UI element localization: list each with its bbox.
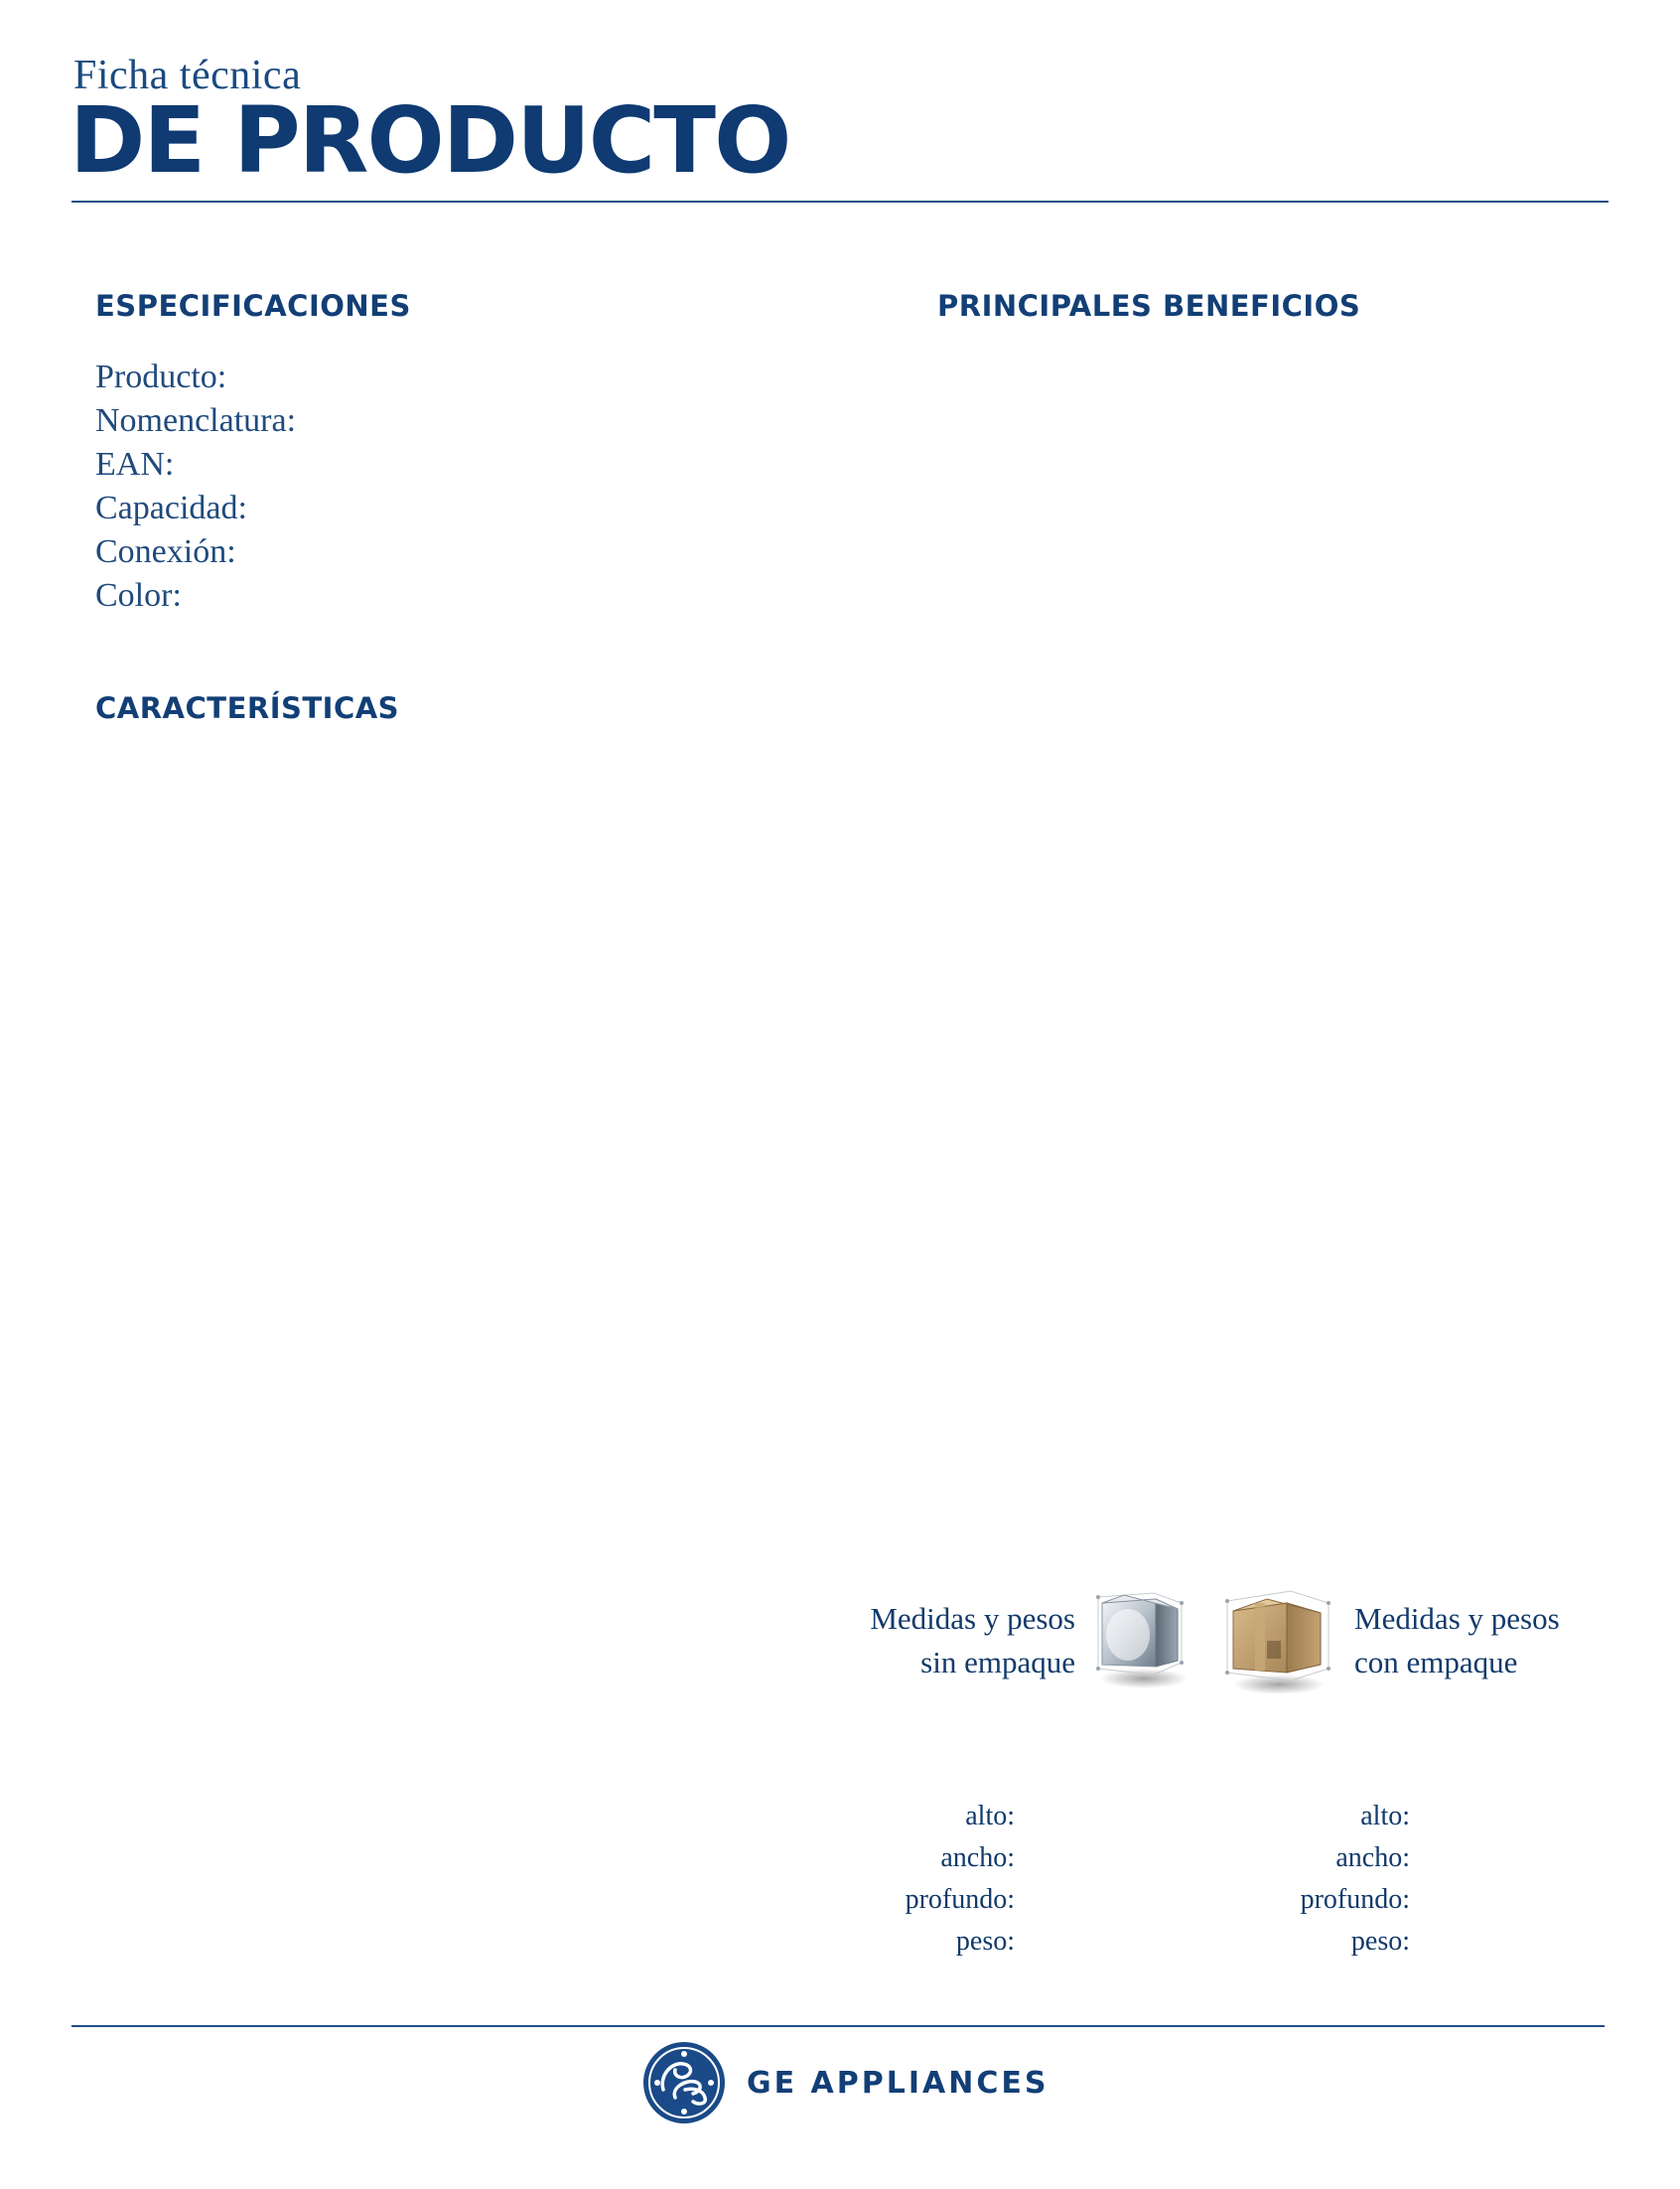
unpacked-measures-title [870, 1597, 1075, 1684]
packed-title-line2: con empaque [1354, 1645, 1518, 1679]
unpacked-depth-label: profundo: [905, 1884, 1015, 1915]
packed-weight-label: peso: [1350, 1926, 1410, 1957]
specs-heading: ESPECIFICACIONES [95, 289, 411, 323]
spec-label-nomenclature: Nomenclatura: [95, 402, 297, 439]
benefits-heading: PRINCIPALES BENEFICIOS [937, 289, 1361, 323]
unpacked-height-label: alto: [965, 1801, 1015, 1831]
spec-label-product: Producto: [95, 359, 227, 395]
spec-list [95, 356, 296, 618]
footer-divider [71, 2025, 1605, 2027]
unpacked-width-label: ancho: [940, 1842, 1015, 1873]
brand-name: GE APPLIANCES [747, 2066, 1050, 2101]
unpacked-product-cube-icon [1084, 1581, 1195, 1692]
unpacked-dimensions [816, 1796, 1015, 1963]
packed-width-label: ancho: [1335, 1842, 1410, 1873]
header-divider [71, 201, 1609, 203]
packed-title-line1: Medidas y pesos [1354, 1601, 1560, 1636]
packed-measures-title [1354, 1597, 1560, 1684]
unpacked-weight-label: peso: [955, 1926, 1015, 1957]
spec-label-color: Color: [95, 577, 182, 614]
packed-dimensions [1211, 1796, 1410, 1963]
packed-height-label: alto: [1360, 1801, 1410, 1831]
spec-label-connection: Conexión: [95, 533, 236, 570]
page-title: DE PRODUCTO [70, 87, 790, 194]
unpacked-title-line1: Medidas y pesos [870, 1601, 1075, 1636]
subtitle: Ficha técnica [73, 53, 302, 98]
spec-label-capacity: Capacidad: [95, 490, 247, 526]
cardboard-box-icon [1217, 1581, 1336, 1700]
packed-depth-label: profundo: [1300, 1884, 1410, 1915]
unpacked-title-line2: sin empaque [920, 1645, 1075, 1679]
spec-label-ean: EAN: [95, 446, 175, 483]
features-heading: CARACTERÍSTICAS [95, 691, 400, 725]
ge-monogram-logo-icon [641, 2040, 727, 2125]
